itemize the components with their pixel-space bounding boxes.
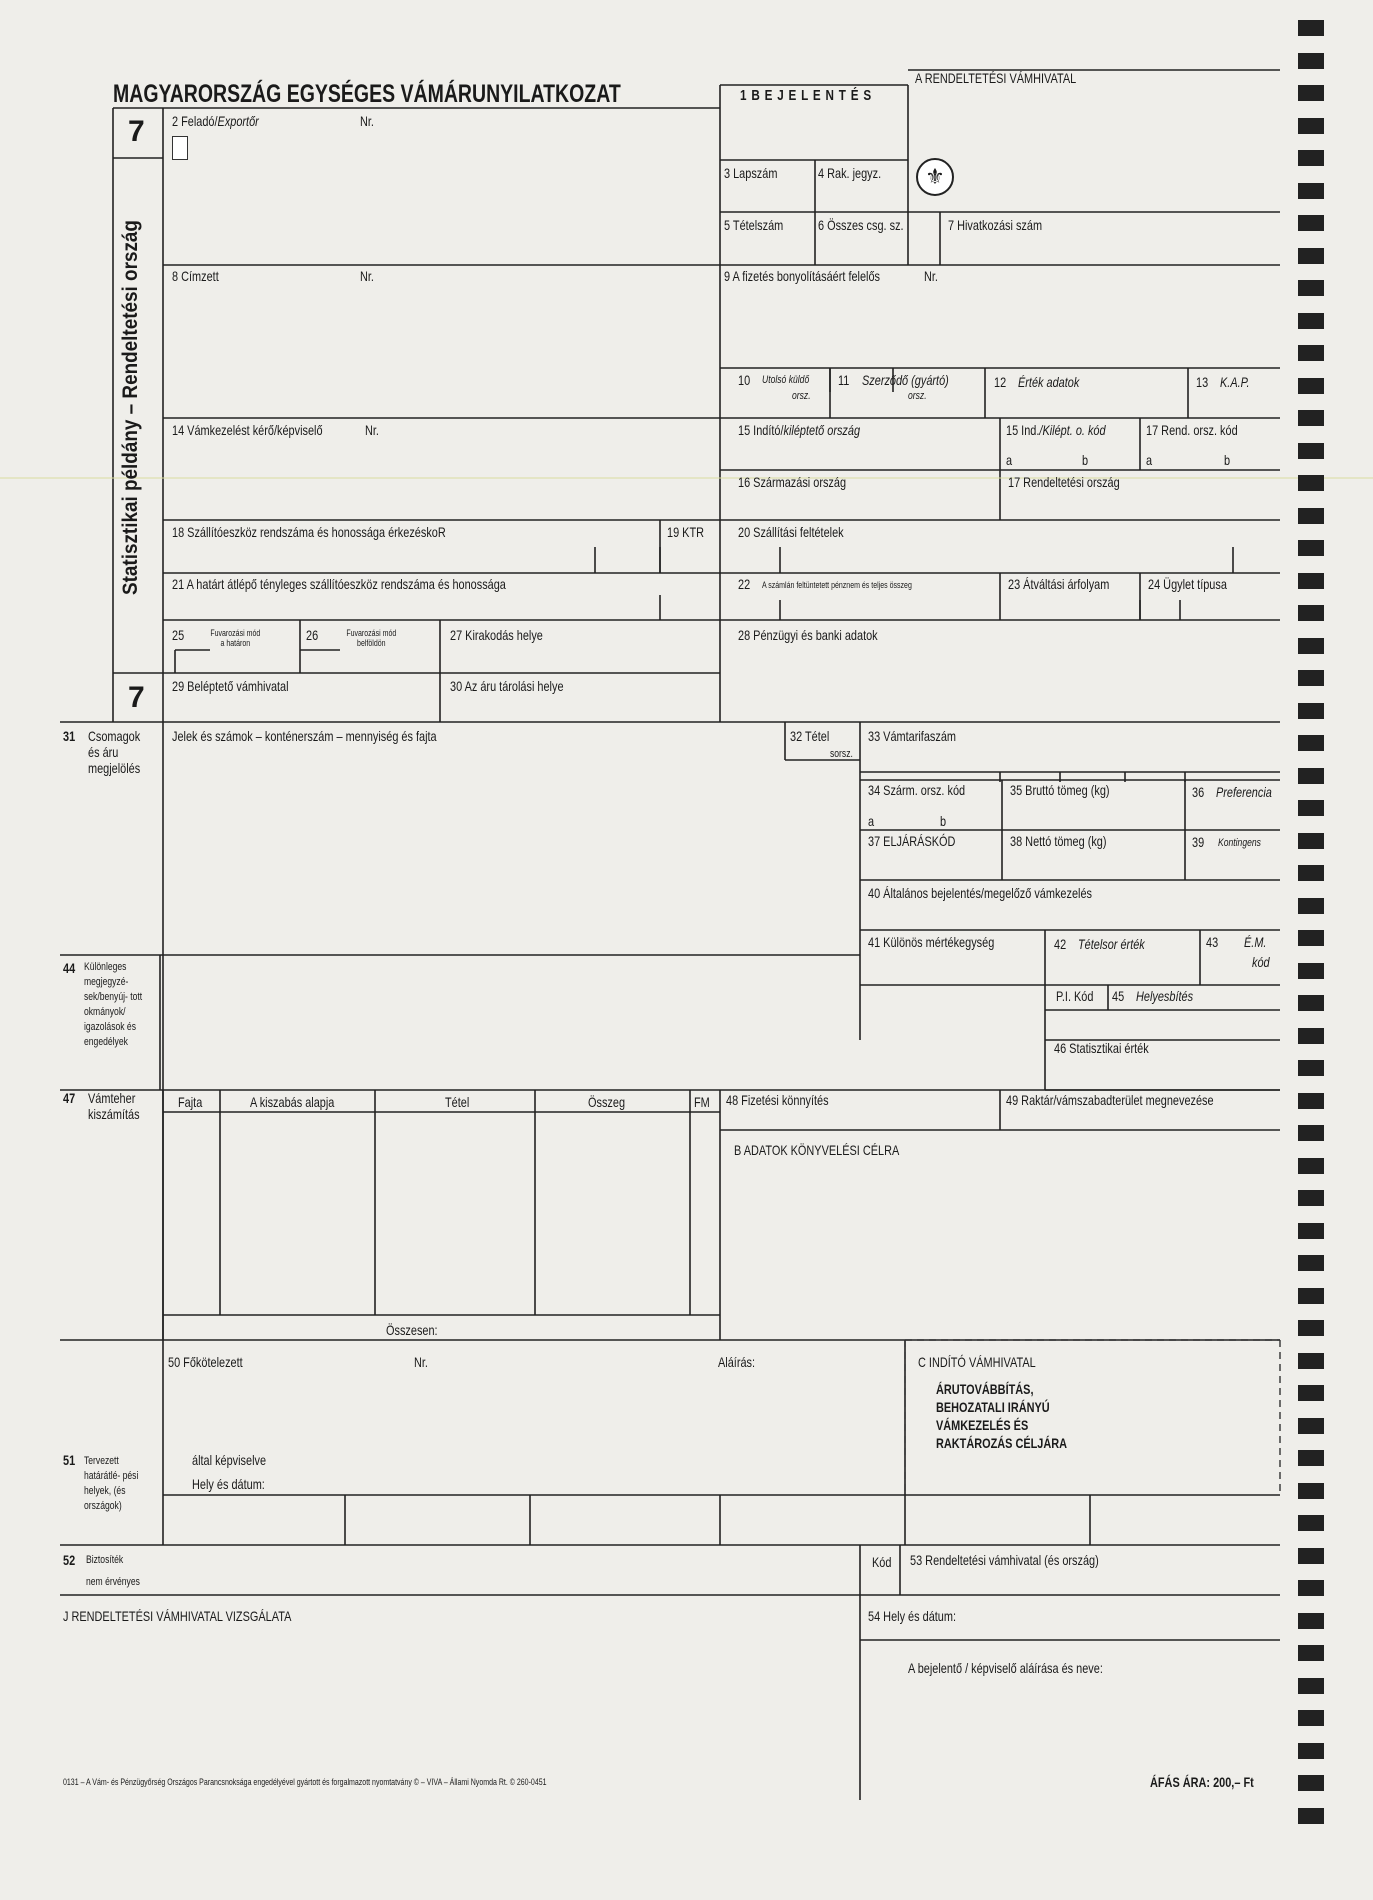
box-49-label: 49 Raktár/vámszabadterület megnevezése	[1006, 1092, 1214, 1108]
binding-bar	[1298, 183, 1324, 199]
box-35-label: 35 Bruttó tömeg (kg)	[1010, 782, 1110, 798]
box-42-label: Tételsor érték	[1078, 936, 1145, 952]
box-30-label: 30 Az áru tárolási helye	[450, 678, 564, 694]
binding-bar	[1298, 345, 1324, 361]
box-24-label: 24 Ügylet típusa	[1148, 576, 1227, 592]
box-41-label: 41 Különös mértékegység	[868, 934, 995, 950]
box-34-label: 34 Szárm. orsz. kód	[868, 782, 966, 798]
binding-bar	[1298, 410, 1324, 426]
place-date-label: Hely és dátum:	[192, 1476, 265, 1492]
binding-bar	[1298, 800, 1324, 816]
box-34-sub-a: a	[868, 813, 875, 829]
box-40-label: 40 Általános bejelentés/megelőző vámkezelés	[868, 885, 1092, 901]
box-43-num: 43	[1206, 934, 1219, 950]
box-44-label: Különleges megjegyzé- sek/benyúj- tott okmányok/ igazolások és engedélyek	[84, 961, 143, 1048]
binding-bar	[1298, 248, 1324, 264]
box-46-label: 46 Statisztikai érték	[1054, 1040, 1149, 1056]
box-2-italic: Exportőr	[217, 113, 259, 129]
exporter-checkbox[interactable]	[172, 136, 188, 160]
binding-bar	[1298, 1450, 1324, 1466]
box-13-label: K.A.P.	[1220, 374, 1250, 390]
binding-bar	[1298, 1060, 1324, 1076]
form-title: MAGYARORSZÁG EGYSÉGES VÁMÁRUNYILATKOZAT	[113, 80, 621, 108]
osszesen-label: Összesen:	[386, 1322, 438, 1338]
box-A-label: A RENDELTETÉSI VÁMHIVATAL	[915, 70, 1077, 86]
binding-strip	[1298, 20, 1324, 1820]
binding-bar	[1298, 53, 1324, 69]
binding-bar	[1298, 1418, 1324, 1434]
binding-bar	[1298, 703, 1324, 719]
box-38-label: 38 Nettó tömeg (kg)	[1010, 833, 1107, 849]
box-25-num: 25	[172, 627, 185, 643]
box-14-nr: Nr.	[365, 422, 379, 438]
box-15-sub-b: b	[1082, 452, 1089, 468]
binding-bar	[1298, 1775, 1324, 1791]
binding-bar	[1298, 215, 1324, 231]
binding-bar	[1298, 1385, 1324, 1401]
binding-bar	[1298, 1645, 1324, 1661]
binding-bar	[1298, 1158, 1324, 1174]
box-15ab-italic: /Kilépt. o. kód	[1039, 422, 1106, 438]
box-J-label: J RENDELTETÉSI VÁMHIVATAL VIZSGÁLATA	[63, 1608, 292, 1624]
box-37-label: 37 ELJÁRÁSKÓD	[868, 833, 956, 849]
binding-bar	[1298, 605, 1324, 621]
copy-number-top: 7	[128, 115, 145, 148]
binding-bar	[1298, 930, 1324, 946]
box-54-label: 54 Hely és dátum:	[868, 1608, 957, 1624]
box-52-sub: nem érvényes	[86, 1576, 140, 1588]
box-9-label: 9 A fizetés bonyolításáért felelős	[724, 268, 881, 284]
box-21-label: 21 A határt átlépő tényleges szállítóeszköz rendszáma és honossága	[172, 576, 506, 592]
box-50-label: 50 Főkötelezett	[168, 1354, 243, 1370]
box-45-label: Helyesbítés	[1136, 988, 1194, 1004]
box-48-label: 48 Fizetési könnyítés	[726, 1092, 829, 1108]
box-31-label: Csomagok és áru megjelölés	[88, 728, 141, 776]
box-29-label: 29 Beléptető vámhivatal	[172, 678, 289, 694]
box-6-label: 6 Összes csg. sz.	[818, 217, 904, 233]
box-18-label: 18 Szállítóeszköz rendszáma és honossága érkezéskoR	[172, 524, 446, 540]
box-45-num: 45	[1112, 988, 1125, 1004]
box-10-sub: orsz.	[792, 390, 811, 402]
col-fm: FM	[694, 1094, 710, 1110]
box-8-label: 8 Címzett	[172, 268, 219, 284]
box-22-num: 22	[738, 576, 751, 592]
binding-bar	[1298, 1093, 1324, 1109]
box-1-label: 1 B E J E L E N T É S	[740, 87, 872, 104]
binding-bar	[1298, 1483, 1324, 1499]
box-51-label: Tervezett határátlé- pési helyek, (és országok)	[84, 1455, 139, 1512]
binding-bar	[1298, 1580, 1324, 1596]
binding-bar	[1298, 1548, 1324, 1564]
binding-bar	[1298, 1710, 1324, 1726]
binding-bar	[1298, 1743, 1324, 1759]
binding-bar	[1298, 85, 1324, 101]
box-C-text: ÁRUTOVÁBBÍTÁS, BEHOZATALI IRÁNYÚ VÁMKEZELÉS ÉS RAKTÁROZÁS CÉLJÁRA	[936, 1381, 1068, 1451]
box-15-text: 15 Indító/	[738, 422, 784, 438]
binding-bar	[1298, 443, 1324, 459]
binding-bar	[1298, 1028, 1324, 1044]
box-14-label: 14 Vámkezelést kérő/képviselő	[172, 422, 323, 438]
box-15-italic: kiléptető ország	[783, 422, 861, 438]
binding-bar	[1298, 865, 1324, 881]
box-52-num: 52	[63, 1552, 76, 1568]
box-50-nr: Nr.	[414, 1354, 428, 1370]
box-27-label: 27 Kirakodás helye	[450, 627, 543, 643]
col-fajta: Fajta	[178, 1094, 203, 1110]
footer-text: 0131 – A Vám- és Pénzügyőrség Országos Parancsnoksága engedélyével gyártott és forgalmazott nyomtatvány © – VIVA – Állami Nyomda Rt. © 260-0451	[63, 1777, 547, 1787]
box-43-kod: kód	[1252, 954, 1270, 970]
box-17ab-label: 17 Rend. orsz. kód	[1146, 422, 1238, 438]
box-15-label	[738, 422, 860, 438]
box-11-label: Szerződő (gyártó)	[862, 372, 949, 388]
copy-number-bottom: 7	[128, 681, 145, 714]
col-alap: A kiszabás alapja	[250, 1094, 335, 1110]
binding-bar	[1298, 995, 1324, 1011]
box-44-num: 44	[63, 960, 76, 976]
binding-bar	[1298, 280, 1324, 296]
binding-bar	[1298, 735, 1324, 751]
box-25-label: Fuvarozási mód a határon	[210, 628, 261, 648]
box-16-label: 16 Származási ország	[738, 474, 847, 490]
binding-bar	[1298, 378, 1324, 394]
binding-bar	[1298, 1320, 1324, 1336]
kod-label: Kód	[872, 1554, 892, 1570]
binding-bar	[1298, 1515, 1324, 1531]
hungarian-emblem-icon: ⚜	[916, 158, 954, 196]
binding-bar	[1298, 508, 1324, 524]
binding-bar	[1298, 638, 1324, 654]
box-9-nr: Nr.	[924, 268, 938, 284]
side-label: Statisztikai példány – Rendeltetési ország	[119, 220, 142, 596]
box-2-nr: Nr.	[360, 113, 374, 129]
box-17-label: 17 Rendeltetési ország	[1008, 474, 1120, 490]
binding-bar	[1298, 1353, 1324, 1369]
box-7-label: 7 Hivatkozási szám	[948, 217, 1043, 233]
box-42-num: 42	[1054, 936, 1067, 952]
box-51-num: 51	[63, 1452, 76, 1468]
binding-bar	[1298, 1255, 1324, 1271]
box-13-num: 13	[1196, 374, 1209, 390]
box-39-label: Kontingens	[1218, 837, 1261, 849]
binding-bar	[1298, 963, 1324, 979]
binding-bar	[1298, 1288, 1324, 1304]
binding-bar	[1298, 833, 1324, 849]
box-47-num: 47	[63, 1090, 76, 1106]
box-26-label: Fuvarozási mód belföldön	[346, 628, 397, 648]
box-11-num: 11	[838, 372, 850, 388]
box-15ab-label	[1006, 422, 1106, 438]
binding-bar	[1298, 313, 1324, 329]
binding-bar	[1298, 1223, 1324, 1239]
binding-bar	[1298, 118, 1324, 134]
box-54-text: A bejelentő / képviselő aláírása és neve:	[908, 1660, 1103, 1676]
box-52-label: Biztosíték	[86, 1554, 124, 1566]
box-23-label: 23 Átváltási árfolyam	[1008, 576, 1110, 592]
box-10-label: Utolsó küldő	[762, 374, 810, 386]
box-3-label: 3 Lapszám	[724, 165, 778, 181]
binding-bar	[1298, 768, 1324, 784]
box-39-num: 39	[1192, 834, 1205, 850]
box-8-nr: Nr.	[360, 268, 374, 284]
box-2-text: 2 Feladó/	[172, 113, 218, 129]
binding-bar	[1298, 475, 1324, 491]
binding-bar	[1298, 1125, 1324, 1141]
box-31-num: 31	[63, 728, 76, 744]
binding-bar	[1298, 1190, 1324, 1206]
box-22-label: A számlán feltüntetett pénznem és teljes összeg	[762, 580, 912, 590]
box-5-label: 5 Tételszám	[724, 217, 784, 233]
box-15ab-text: 15 Ind.	[1006, 422, 1040, 438]
represented-by-label: által képviselve	[192, 1452, 267, 1468]
box-19-label: 19 KTR	[667, 524, 705, 540]
box-34-sub-b: b	[940, 813, 947, 829]
col-osszeg: Összeg	[588, 1094, 626, 1110]
pi-kod-label: P.I. Kód	[1056, 988, 1094, 1004]
box-36-num: 36	[1192, 784, 1205, 800]
box-11-sub: orsz.	[908, 390, 927, 402]
box-28-label: 28 Pénzügyi és banki adatok	[738, 627, 878, 643]
box-43-em: É.M.	[1244, 934, 1267, 950]
binding-bar	[1298, 1613, 1324, 1629]
binding-bar	[1298, 670, 1324, 686]
box-20-label: 20 Szállítási feltételek	[738, 524, 844, 540]
box-33-label: 33 Vámtarifaszám	[868, 728, 957, 744]
box-53-label: 53 Rendeltetési vámhivatal (és ország)	[910, 1552, 1099, 1568]
binding-bar	[1298, 150, 1324, 166]
box-12-label: Érték adatok	[1018, 374, 1080, 390]
binding-bar	[1298, 1808, 1324, 1824]
box-2-label	[172, 113, 259, 129]
box-31-text: Jelek és számok – konténerszám – mennyiség és fajta	[172, 728, 437, 744]
box-32-label: 32 Tétel	[790, 728, 830, 744]
box-32-sub: sorsz.	[830, 748, 853, 760]
col-tetel: Tétel	[445, 1094, 470, 1110]
binding-bar	[1298, 20, 1324, 36]
box-17-sub-a: a	[1146, 452, 1153, 468]
price-label: ÁFÁS ÁRA: 200,– Ft	[1150, 1774, 1254, 1790]
binding-bar	[1298, 898, 1324, 914]
box-4-label: 4 Rak. jegyz.	[818, 165, 882, 181]
box-17-sub-b: b	[1224, 452, 1231, 468]
binding-bar	[1298, 1678, 1324, 1694]
box-47-label: Vámteher kiszámítás	[88, 1090, 140, 1122]
box-15-sub-a: a	[1006, 452, 1013, 468]
box-26-num: 26	[306, 627, 319, 643]
binding-bar	[1298, 540, 1324, 556]
box-B-label: B ADATOK KÖNYVELÉSI CÉLRA	[734, 1142, 900, 1158]
box-12-num: 12	[994, 374, 1007, 390]
box-36-label: Preferencia	[1216, 784, 1272, 800]
binding-bar	[1298, 573, 1324, 589]
box-C-label: C INDÍTÓ VÁMHIVATAL	[918, 1354, 1036, 1370]
box-10-num: 10	[738, 372, 751, 388]
signature-label: Aláírás:	[718, 1354, 756, 1370]
